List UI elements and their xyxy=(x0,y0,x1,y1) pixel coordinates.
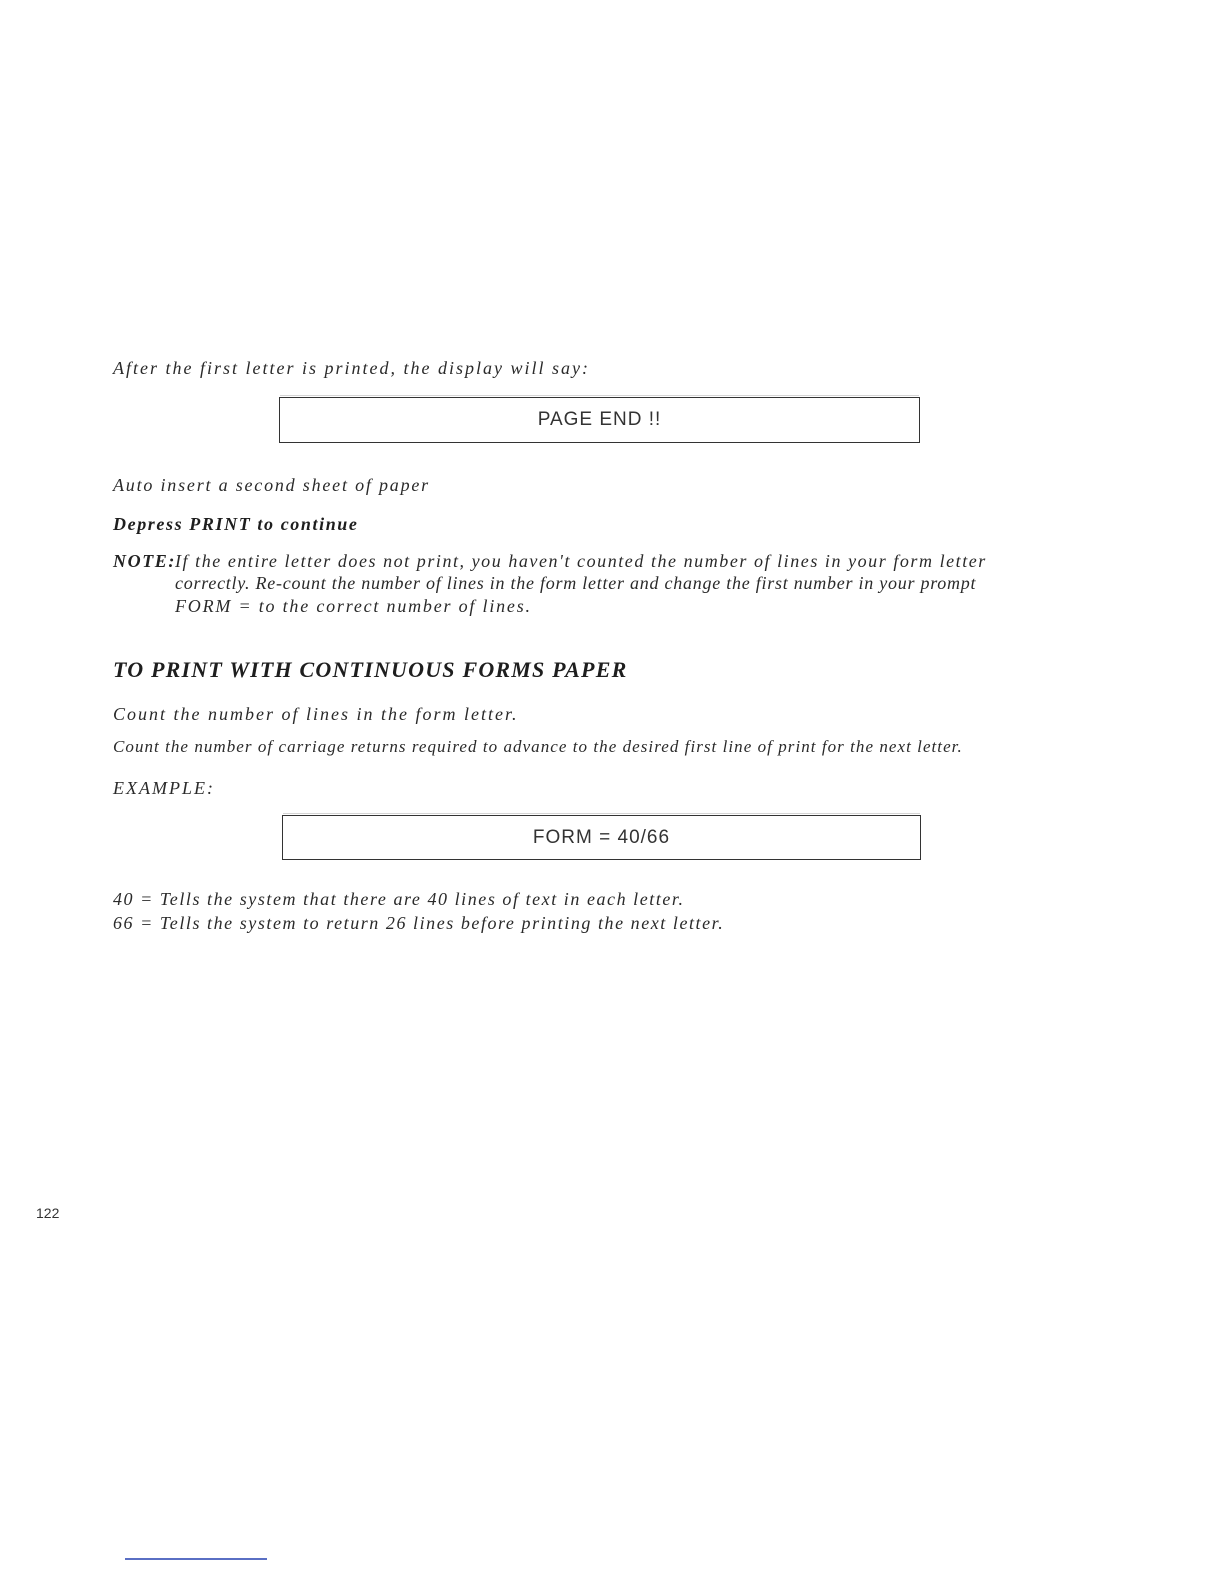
display-form-text: FORM = 40/66 xyxy=(532,826,671,848)
explanation-66: 66 = Tells the system to return 26 lines before printing the next letter. xyxy=(113,913,725,933)
bottom-rule xyxy=(125,1558,267,1560)
step-count-returns: Count the number of carriage returns required to advance to the desired first line of print for the next letter. xyxy=(113,737,963,756)
step-count-lines: Count the number of lines in the form letter. xyxy=(113,704,519,724)
note-line-3: FORM = to the correct number of lines. xyxy=(175,596,532,616)
note-line-2: correctly. Re-count the number of lines in the form letter and change the first number in your prompt xyxy=(175,573,977,593)
display-form xyxy=(282,815,921,860)
note-block xyxy=(113,551,1103,623)
display-page-end-text: PAGE END !! xyxy=(537,409,662,430)
intro-line: After the first letter is printed, the display will say: xyxy=(113,358,590,378)
explanation-40: 40 = Tells the system that there are 40 lines of text in each letter. xyxy=(113,889,685,909)
note-label: NOTE: xyxy=(113,551,176,571)
instruction-insert-sheet: Auto insert a second sheet of paper xyxy=(113,475,430,495)
display-page-end xyxy=(279,397,920,443)
note-line-1: If the entire letter does not print, you haven't counted the number of lines in your form letter xyxy=(175,551,987,571)
example-label: EXAMPLE: xyxy=(113,778,215,798)
section-heading: TO PRINT WITH CONTINUOUS FORMS PAPER xyxy=(113,657,628,682)
page-number: 122 xyxy=(36,1205,60,1221)
instruction-depress-print: Depress PRINT to continue xyxy=(113,514,359,534)
